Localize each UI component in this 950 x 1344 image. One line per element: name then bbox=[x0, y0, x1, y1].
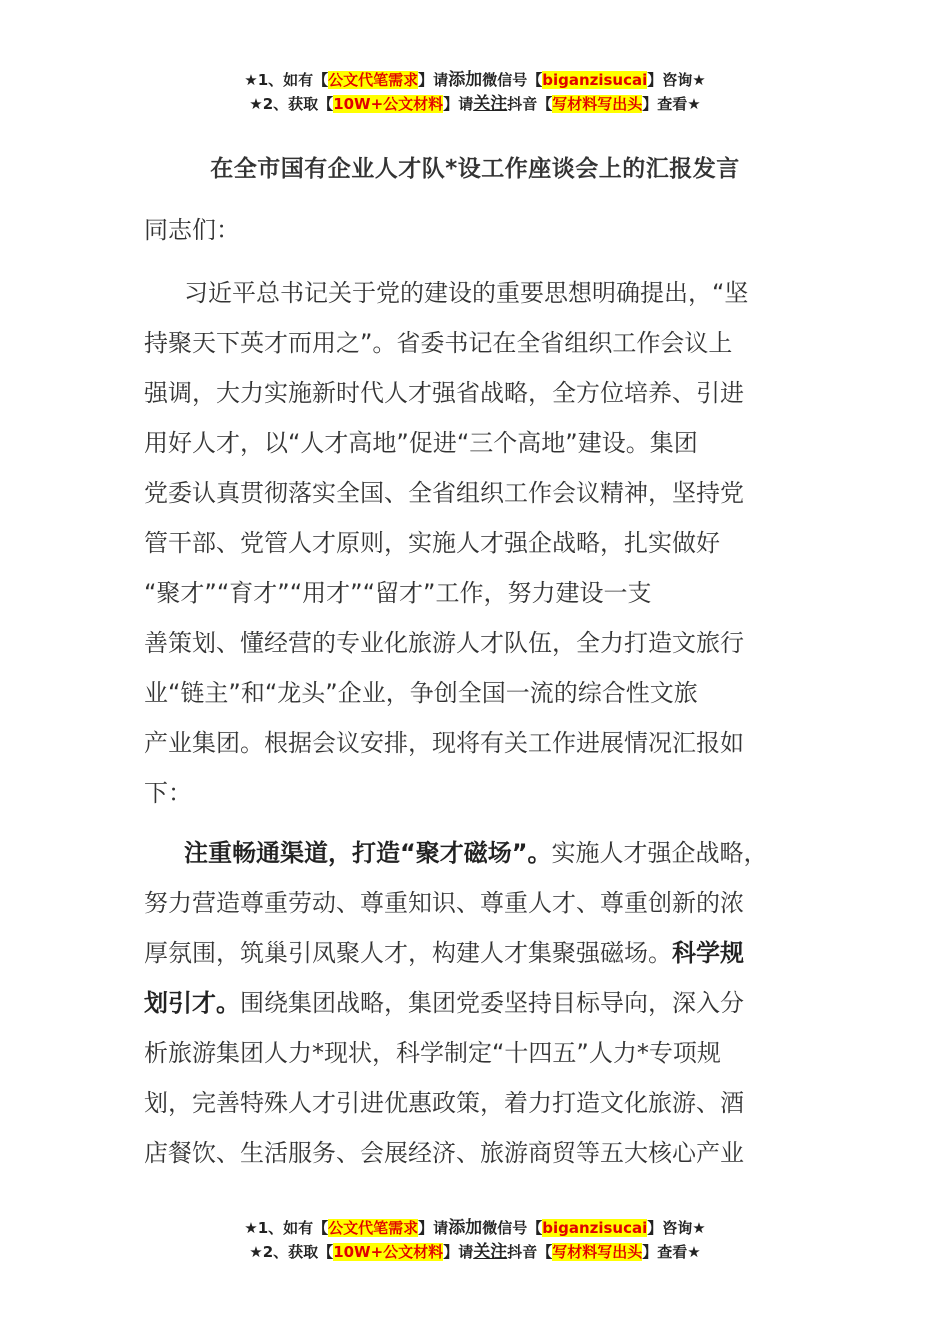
text-line: 划，完善特殊人才引进优惠政策，着力打造文化旅游、酒 bbox=[144, 1089, 744, 1117]
text-line: 持聚天下英才而用之”。省委书记在全省组织工作会议上 bbox=[144, 329, 733, 357]
text-line: 管干部、党管人才原则，实施人才强企战略，扎实做好 bbox=[144, 529, 720, 557]
highlight-text: 公文代笔需求 bbox=[328, 71, 419, 89]
highlight-text: 公文代笔需求 bbox=[328, 1219, 419, 1237]
header-ad-banner bbox=[0, 68, 950, 116]
douyin-id-highlight: 写材料写出头 bbox=[552, 95, 643, 113]
text-line: 厚氛围，筑巢引凤聚人才，构建人才集聚强磁场。科学规 bbox=[144, 939, 744, 967]
text-line: “聚才”“育才”“用才”“留才”工作，努力建设一支 bbox=[144, 579, 652, 607]
text-line: 习近平总书记关于党的建设的重要思想明确提出，“坚 bbox=[184, 279, 749, 307]
douyin-id-highlight: 写材料写出头 bbox=[552, 1243, 643, 1261]
text-line: 党委认真贯彻落实全国、全省组织工作会议精神，坚持党 bbox=[144, 479, 744, 507]
text-line: 强调，大力实施新时代人才强省战略，全方位培养、引进 bbox=[144, 379, 744, 407]
footer-ad-line-1: ★1、如有【公文代笔需求】请添加微信号【biganzisucai】咨询★ bbox=[244, 1218, 706, 1238]
footer-ad-banner bbox=[0, 1216, 950, 1264]
paragraph-2 bbox=[144, 828, 834, 1178]
section-heading: 注重畅通渠道，打造“聚才磁场”。 bbox=[184, 839, 552, 867]
header-ad-line-1: ★1、如有【公文代笔需求】请添加微信号【biganzisucai】咨询★ bbox=[244, 70, 706, 90]
text-line: 善策划、懂经营的专业化旅游人才队伍，全力打造文旅行 bbox=[144, 629, 744, 657]
text-line: 业“链主”和“龙头”企业，争创全国一流的综合性文旅 bbox=[144, 679, 698, 707]
text-line: 店餐饮、生活服务、会展经济、旅游商贸等五大核心产业 bbox=[144, 1139, 744, 1167]
wechat-id-highlight: biganzisucai bbox=[542, 71, 648, 89]
subheading: 划引才。 bbox=[144, 989, 240, 1017]
text-line: 下： bbox=[144, 779, 192, 807]
text-line: 析旅游集团人力*现状，科学制定“十四五”人力*专项规 bbox=[144, 1039, 721, 1067]
header-ad-line-2: ★2、获取【10W+公文材料】请关注抖音【写材料写出头】查看★ bbox=[249, 94, 701, 114]
paragraph-1 bbox=[144, 268, 834, 818]
salutation: 同志们： bbox=[144, 216, 240, 244]
text-line: 注重畅通渠道，打造“聚才磁场”。实施人才强企战略， bbox=[184, 839, 768, 867]
subheading: 科学规 bbox=[672, 939, 744, 967]
document-title: 在全市国有企业人才队*设工作座谈会上的汇报发言 bbox=[210, 156, 740, 182]
highlight-text: 10W+公文材料 bbox=[333, 1243, 444, 1261]
wechat-id-highlight: biganzisucai bbox=[542, 1219, 648, 1237]
text-line: 用好人才，以“人才高地”促进“三个高地”建设。集团 bbox=[144, 429, 698, 457]
highlight-text: 10W+公文材料 bbox=[333, 95, 444, 113]
text-line: 产业集团。根据会议安排，现将有关工作进展情况汇报如 bbox=[144, 729, 744, 757]
text-line: 努力营造尊重劳动、尊重知识、尊重人才、尊重创新的浓 bbox=[144, 889, 744, 917]
text-line: 划引才。围绕集团战略，集团党委坚持目标导向，深入分 bbox=[144, 989, 744, 1017]
footer-ad-line-2: ★2、获取【10W+公文材料】请关注抖音【写材料写出头】查看★ bbox=[249, 1242, 701, 1262]
